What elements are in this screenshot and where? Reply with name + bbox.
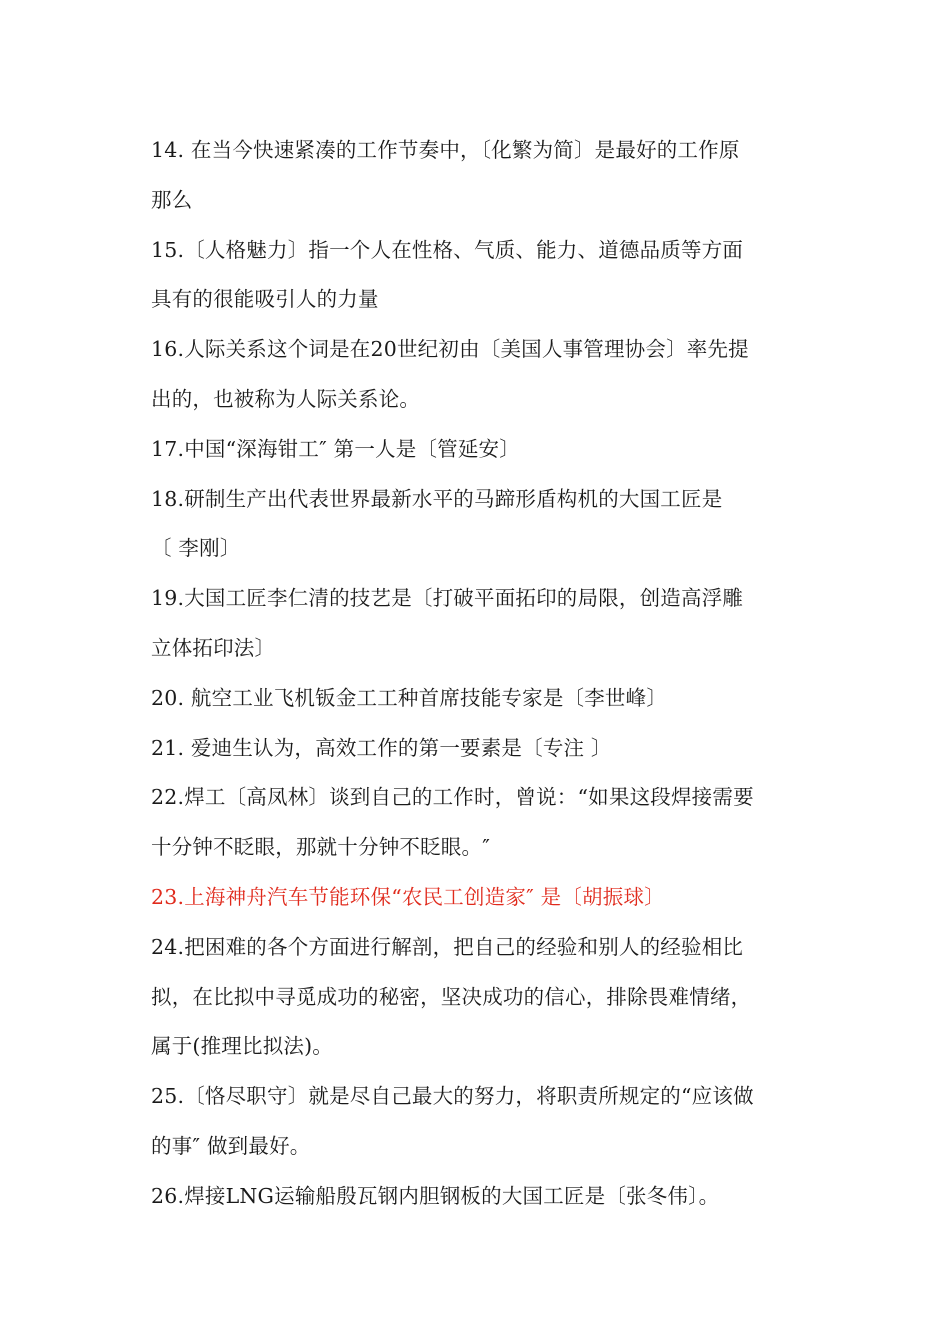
- text-line: 26.焊接LNG运输船殷瓦钢内胆钢板的大国工匠是〔张冬伟〕。: [151, 1183, 720, 1208]
- text-line: 24.把困难的各个方面进行解剖，把自己的经验和别人的经验相比: [151, 934, 744, 959]
- text-line: 18.研制生产出代表世界最新水平的马蹄形盾构机的大国工匠是: [151, 486, 723, 511]
- text-line: 拟，在比拟中寻觅成功的秘密，坚决成功的信心，排除畏难情绪，: [151, 984, 752, 1009]
- text-line: 属于(推理比拟法)。: [151, 1034, 333, 1059]
- text-line: 21. 爱迪生认为，高效工作的第一要素是〔专注 〕: [151, 735, 612, 760]
- text-line: 出的，也被称为人际关系论。: [151, 386, 421, 411]
- highlighted-text-line: 23.上海神舟汽车节能环保“农民工创造家″ 是〔胡振球〕: [151, 884, 665, 909]
- text-line: 20. 航空工业飞机钣金工工种首席技能专家是〔李世峰〕: [151, 685, 668, 710]
- document-body: [151, 126, 811, 1222]
- text-line: 〔 李刚〕: [151, 536, 241, 561]
- text-line: 17.中国“深海钳工″ 第一人是〔管延安〕: [151, 436, 520, 461]
- text-line: 15.〔人格魅力〕指一个人在性格、气质、能力、道德品质等方面: [151, 237, 744, 262]
- text-line: 16.人际关系这个词是在20世纪初由〔美国人事管理协会〕率先提: [151, 337, 749, 362]
- text-line: 19.大国工匠李仁清的技艺是〔打破平面拓印的局限，创造高浮雕: [151, 586, 744, 611]
- text-line: 14. 在当今快速紧凑的工作节奏中，〔化繁为简〕是最好的工作原: [151, 138, 740, 162]
- text-line: 25.〔恪尽职守〕就是尽自己最大的努力，将职责所规定的“应该做: [151, 1084, 754, 1109]
- text-line: 具有的很能吸引人的力量: [151, 287, 379, 312]
- text-line: 立体拓印法〕: [151, 635, 276, 660]
- text-line: 22.焊工〔高凤林〕谈到自己的工作时，曾说：“如果这段焊接需要: [151, 785, 754, 810]
- text-line: 那么: [151, 187, 193, 212]
- text-line: 的事″ 做到最好。: [151, 1133, 311, 1158]
- text-line: 十分钟不眨眼，那就十分钟不眨眼。″: [151, 835, 491, 860]
